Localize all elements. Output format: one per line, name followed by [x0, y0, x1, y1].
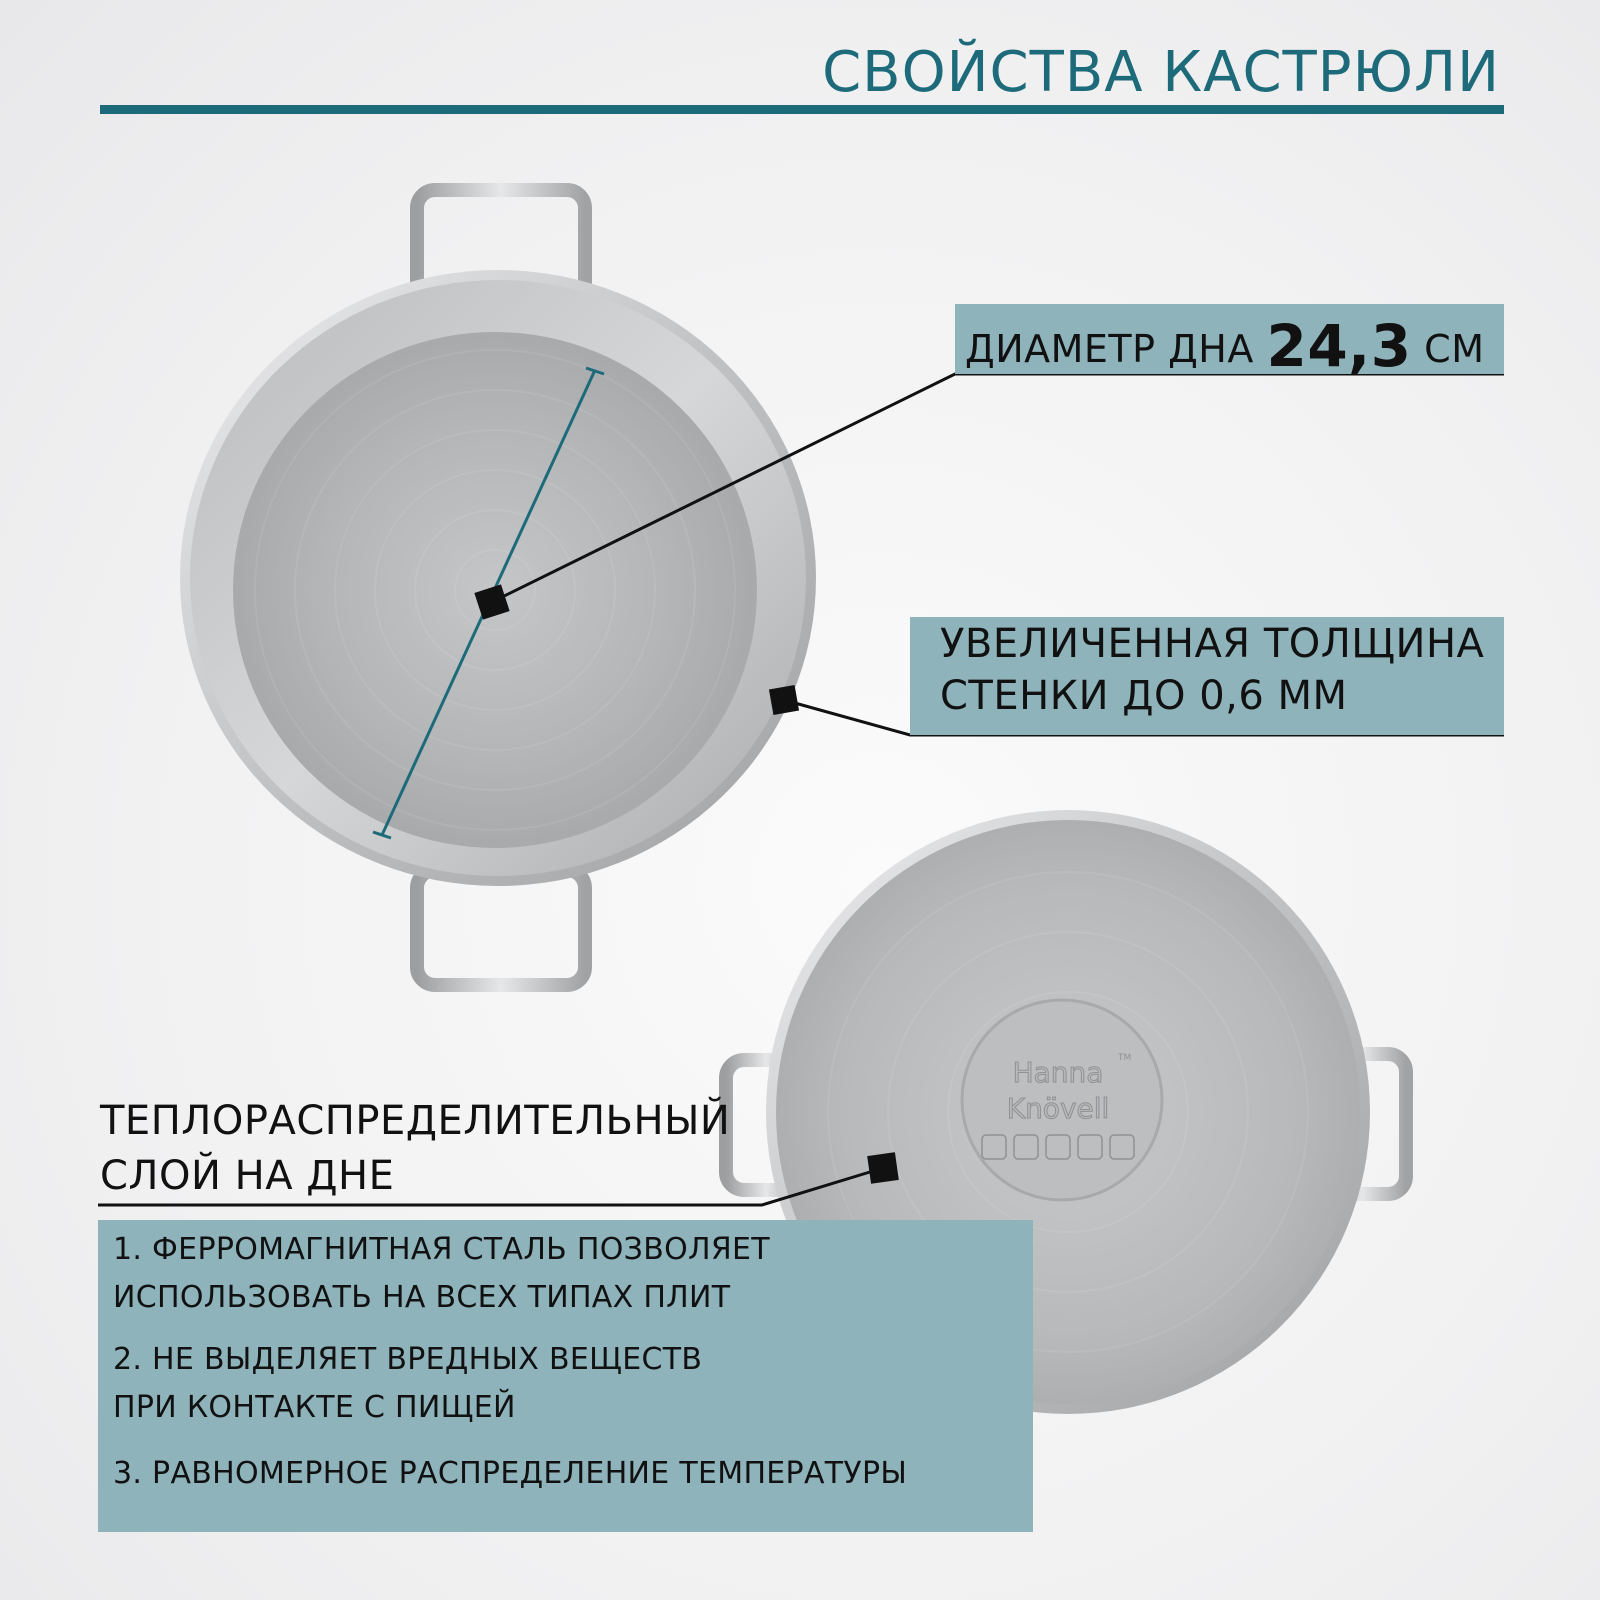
top-handle-lower [417, 870, 585, 985]
diameter-unit: СМ [1424, 327, 1485, 371]
feature-2-line2: ПРИ КОНТАКТЕ С ПИЩЕЙ [113, 1390, 516, 1425]
feature-3-line1: 3. РАВНОМЕРНОЕ РАСПРЕДЕЛЕНИЕ ТЕМПЕРАТУРЫ [113, 1456, 908, 1491]
brand-logo-tm: TM [1118, 1053, 1132, 1063]
brand-logo-line2: Knövell [1006, 1092, 1110, 1125]
wall-thickness-line1: УВЕЛИЧЕННАЯ ТОЛЩИНА [940, 621, 1485, 667]
feature-1-line2: ИСПОЛЬЗОВАТЬ НА ВСЕХ ТИПАХ ПЛИТ [113, 1280, 731, 1315]
wall-thickness-unit: ММ [1277, 673, 1348, 719]
feature-1-line1: 1. ФЕРРОМАГНИТНАЯ СТАЛЬ ПОЗВОЛЯЕТ [113, 1232, 770, 1267]
page-title: СВОЙСТВА КАСТРЮЛИ [822, 40, 1500, 105]
wall-thickness-callout [910, 617, 1504, 735]
diameter-value: 24,3 [1266, 312, 1412, 380]
wall-thickness-value: 0,6 [1199, 673, 1265, 719]
diameter-label: ДИАМЕТР ДНА [965, 327, 1254, 371]
diameter-callout [955, 304, 1504, 380]
wall-thickness-prefix: СТЕНКИ ДО [940, 673, 1186, 719]
layer-heading-line2: СЛОЙ НА ДНЕ [100, 1153, 395, 1199]
feature-2-line1: 2. НЕ ВЫДЕЛЯЕТ ВРЕДНЫХ ВЕЩЕСТВ [113, 1342, 703, 1377]
brand-logo-line1: Hanna [1012, 1056, 1104, 1089]
features-list [98, 1220, 1033, 1532]
layer-heading-line1: ТЕПЛОРАСПРЕДЕЛИТЕЛЬНЫЙ [100, 1098, 731, 1144]
